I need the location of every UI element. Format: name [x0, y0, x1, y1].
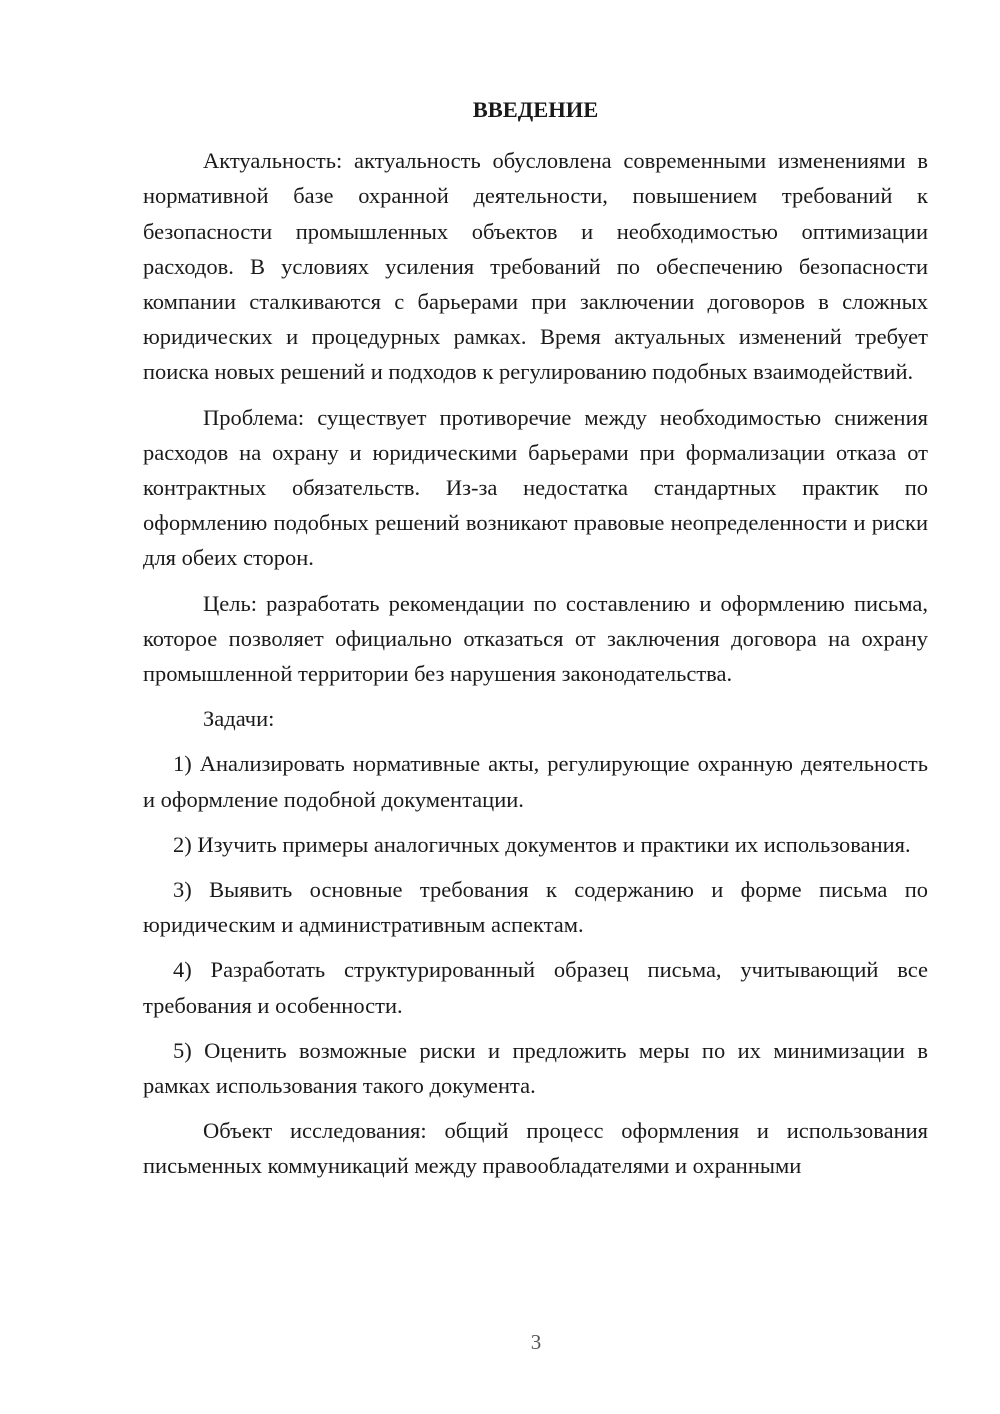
relevance-paragraph: Актуальность: актуальность обусловлена современными изменениями в нормативной базе охранной деятельности, повышением требований к безопасности промышленных объектов и необходимостью оптимизации расходов. В условиях усиления требований по обеспечению безопасности компании сталкиваются с барьерами при заключении договоров в сложных юридических и процедурных рамках. Время актуальных изменений требует поиска новых решений и подходов к регулированию подобных взаимодействий.: [143, 148, 928, 385]
page-number: 3: [530, 1330, 542, 1354]
tasks-heading: Задачи:: [203, 706, 275, 732]
task-item-3: 3) Выявить основные требования к содержанию и форме письма по юридическим и административным аспектам.: [143, 877, 928, 938]
document-page: [143, 92, 928, 1194]
task-item-2: 2) Изучить примеры аналогичных документов и практики их использования.: [173, 831, 911, 857]
goal-paragraph: Цель: разработать рекомендации по составлению и оформлению письма, которое позволяет официально отказаться от заключения договора на охрану промышленной территории без нарушения законодательства.: [143, 590, 928, 687]
object-paragraph: Объект исследования: общий процесс оформления и использования письменных коммуникаций между правообладателями и охранными: [143, 1118, 928, 1179]
task-item-1: 1) Анализировать нормативные акты, регулирующие охранную деятельность и оформление подобной документации.: [143, 751, 928, 812]
task-item-4: 4) Разработать структурированный образец письма, учитывающий все требования и особенности.: [143, 957, 928, 1018]
section-heading: ВВЕДЕНИЕ: [472, 97, 599, 122]
problem-paragraph: Проблема: существует противоречие между необходимостью снижения расходов на охрану и юридическими барьерами при формализации отказа от контрактных обязательств. Из-за недостатка стандартных практик по оформлению подобных решений возникают правовые неопределенности и риски для обеих сторон.: [143, 404, 928, 571]
task-item-5: 5) Оценить возможные риски и предложить меры по их минимизации в рамках использования такого документа.: [143, 1037, 928, 1099]
